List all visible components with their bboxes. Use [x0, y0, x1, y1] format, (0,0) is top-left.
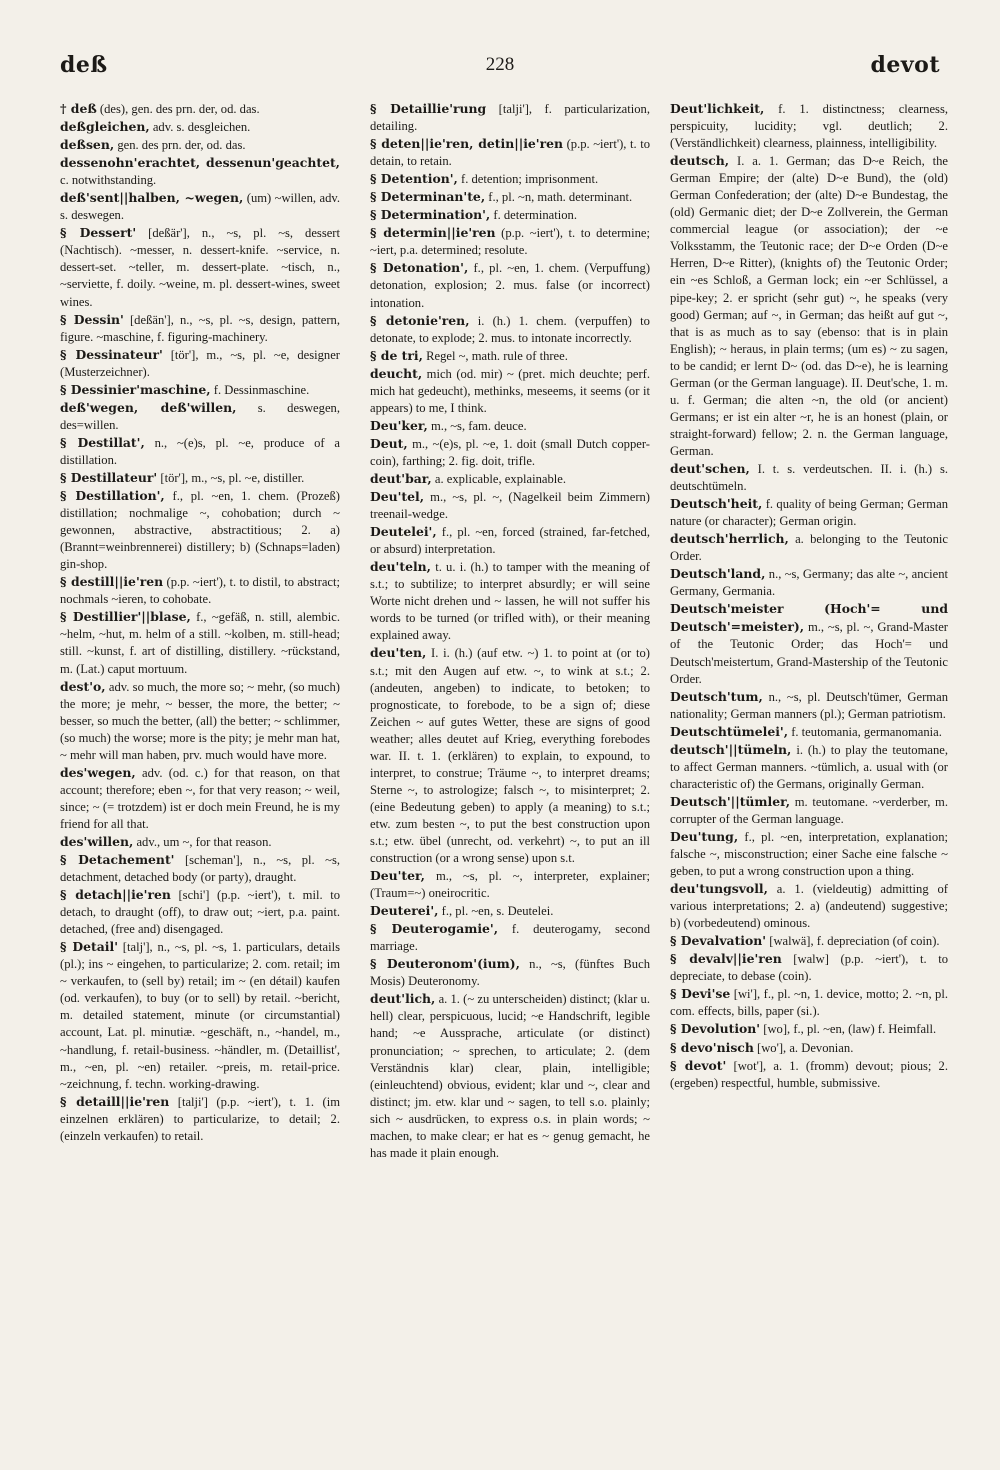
entry-definition: f. determination. — [493, 208, 577, 223]
dictionary-entry — [370, 135, 650, 170]
entry-headword: deßgleichen, — [60, 119, 150, 135]
dictionary-entry — [670, 950, 948, 985]
dictionary-entry — [60, 886, 340, 938]
dictionary-entry — [670, 495, 948, 530]
entry-headword: § devot' — [670, 1057, 727, 1073]
entry-definition: I. t. s. verdeutschen. II. i. (h.) s. deutschtümeln. — [670, 461, 948, 494]
entry-definition: (p.p. ~iert'), t. to determine; ~iert, p.a. determined; resolute. — [370, 226, 650, 258]
entry-headword: § deten||ie'ren, detin||ie'ren — [370, 136, 564, 152]
entry-headword: Deutelei', — [370, 524, 437, 540]
dictionary-entry — [60, 764, 340, 833]
entry-definition: a. belonging to the Teutonic Order. — [670, 532, 948, 564]
dictionary-entry — [60, 136, 340, 154]
entry-headword: deßsen, — [60, 137, 115, 153]
entry-headword: § Devalvation' — [670, 933, 767, 949]
entry-definition: n., ~(e)s, pl. ~e, produce of a distillation. — [60, 435, 340, 467]
entry-definition: f. quality of being German; German nature (or character); German origin. — [670, 497, 948, 529]
entry-definition: [walwä], f. depreciation (of coin). — [769, 934, 940, 949]
entry-headword: § determin||ie'ren — [370, 225, 496, 241]
entry-headword: § Dessinier'maschine, — [60, 381, 211, 397]
dictionary-entry — [370, 955, 650, 990]
entry-definition: I. a. 1. German; das D~e Reich, the German Empire; der (alte) D~e Bund), the (old) German Confederation; der (alte) D~e Bundestag, the (old) Germanic diet; der D~e Zollverein, the German commercial league (or association); der ~e Volksstamm, the Teutonic race; der D~e Orden (D~e Herren, D~e Ritter), (knights of) the Teutonic Order; ein ~es Schloß, a German lock; ein ~er Schlüssel, a pipe-key; 2. er spricht (sehr gut) ~, he speaks (very good) German; auf ~, in German; das heißt auf gut ~, that is as much as to say (ebenso: that is in plain English); ~ heraus, in plain terms; (um es) ~ zu sagen, to be candid; er lernt D~ (od. das D~e), he is learning German (or the German language). II. Deut'sche, 1. m. u. f. German; die alten ~n, the old (or ancient) Germans; er ist ein alter ~r, he is an honest (plain, or straight-forward) fellow; 2. n. the German language, German. — [670, 154, 948, 458]
dictionary-entry — [370, 417, 650, 435]
dictionary-entry — [670, 723, 948, 741]
dictionary-entry — [370, 523, 650, 558]
entry-headword: § destill||ie'ren — [60, 574, 164, 590]
entry-definition: c. notwithstanding. — [60, 173, 157, 188]
dictionary-entry — [670, 100, 948, 152]
entry-definition: adv. so much, the more so; ~ mehr, (so much) the more; je mehr, ~ besser, the more, the better; ~ besser, so much the better, (all) the better; ~ schlimmer, (so much) the worse; more is the pity; je mehr man hat, ~ mehr will man haben, prv. much would have more. — [60, 679, 340, 762]
entry-definition: m., ~s, fam. deuce. — [431, 418, 527, 433]
dictionary-entry — [60, 608, 340, 677]
dictionary-entry — [370, 902, 650, 920]
dictionary-entry — [670, 1039, 948, 1057]
dictionary-entry — [370, 188, 650, 206]
dictionary-entry — [60, 311, 340, 346]
dictionary-entry — [370, 259, 650, 311]
dictionary-entry — [670, 741, 948, 793]
entry-headword: § Detaillie'rung — [370, 101, 487, 116]
dictionary-entry — [370, 100, 650, 135]
entry-definition: f., ~gefäß, n. still, alembic. ~helm, ~hut, m. helm of a still. ~kolben, m. still-head; still. ~kunst, f. art of distilling, distillery. ~rückstand, m. (Lat.) caput mortuum. — [60, 610, 340, 676]
entry-definition: f. teutomania, germanomania. — [791, 724, 942, 739]
dictionary-entry — [60, 833, 340, 851]
entry-headword: dessenohn'erachtet, dessenun'geachtet, — [60, 155, 340, 171]
entry-definition: adv. s. desgleichen. — [152, 120, 251, 135]
entry-definition: a. explicable, explainable. — [434, 471, 566, 486]
entry-headword: § Determinan'te, — [370, 189, 486, 205]
entry-headword: § Detail' — [60, 939, 119, 955]
dictionary-entry — [60, 100, 340, 118]
page-number: 228 — [485, 54, 515, 75]
entry-definition: n., ~s, Germany; das alte ~, ancient Germany, Germania. — [670, 567, 948, 599]
dictionary-entry — [370, 347, 650, 365]
dictionary-entry — [370, 990, 650, 1161]
dictionary-entry — [670, 688, 948, 723]
entry-headword: § detach||ie'ren — [60, 887, 171, 903]
dictionary-entry — [670, 828, 948, 880]
entry-definition: [wo], f., pl. ~en, (law) f. Heimfall. — [763, 1022, 937, 1037]
entry-headword: Deu'ker, — [370, 417, 428, 433]
column-1 — [60, 100, 340, 1145]
dictionary-entry — [60, 487, 340, 573]
entry-definition: m. teutomane. ~verderber, m. corrupter of the German language. — [670, 794, 948, 826]
entry-headword: § Determination', — [370, 207, 491, 223]
entry-definition: [talj'], n., ~s, pl. ~s, 1. particulars, details (pl.); ins ~ eingehen, to particularize; 2. com. retail; im ~ verkaufen, to (sell by) retail; im ~ (en détail) kaufen (od. verkaufen), to buy (or to sell) by retail. ~bericht, m. detailed statement, minute (or circumstantial) account, Lat. pl. minutiæ. ~geschäft, n., ~handel, m., ~handlung, f. retail-business. ~händler, m. (Detaillist', m., ~en, pl. ~en) retailer. ~preis, m. retail-price. ~zeichnung, f. techn. working-drawing. — [60, 940, 340, 1091]
dictionary-entry — [370, 470, 650, 488]
dictionary-entry — [60, 399, 340, 434]
dictionary-entry — [370, 488, 650, 523]
entry-headword: deucht, — [370, 365, 423, 381]
dictionary-entry — [60, 224, 340, 310]
entry-definition: f., pl. ~en, forced (strained, far-fetched, or absurd) interpretation. — [370, 525, 650, 557]
entry-definition: (des), gen. des prn. der, od. das. — [99, 102, 260, 116]
dictionary-entry — [60, 573, 340, 608]
entry-headword: deut'schen, — [670, 460, 750, 476]
dictionary-entry — [60, 851, 340, 886]
dictionary-entry — [370, 867, 650, 902]
entry-headword: § Deuteronom'(ium), — [370, 956, 520, 972]
entry-definition: f., pl. ~en, s. Deutelei. — [441, 904, 554, 919]
dictionary-entry — [670, 1020, 948, 1038]
entry-definition: f. detention; imprisonment. — [461, 172, 599, 187]
entry-headword: § devo'nisch — [670, 1039, 754, 1055]
entry-headword: § Destillier'||blase, — [60, 609, 191, 625]
entry-headword: § Detention', — [370, 171, 458, 187]
dictionary-entry — [370, 644, 650, 867]
entry-definition: [deßän'], n., ~s, pl. ~s, design, pattern, figure. ~maschine, f. figuring-machinery. — [60, 312, 340, 344]
entry-definition: i. (h.) 1. chem. (verpuffen) to detonate, to explode; 2. mus. to intonate incorrectly. — [370, 313, 650, 345]
dictionary-entry — [60, 118, 340, 136]
entry-definition: [walw] (p.p. ~iert'), t. to depreciate, to debase (coin). — [670, 952, 948, 984]
entry-definition: m., ~s, pl. ~, Grand-Master of the Teutonic Order; das Hoch'= und Deutsch'meistertum, Grand-Mastership of the Teutonic Order. — [670, 620, 948, 686]
entry-headword: § detaill||ie'ren — [60, 1093, 170, 1109]
entry-headword: Deu'tung, — [670, 828, 739, 844]
entry-headword: § de tri, — [370, 347, 423, 363]
entry-headword: Deu'tel, — [370, 489, 425, 505]
entry-headword: § devalv||ie'ren — [670, 951, 782, 967]
dictionary-entry — [60, 434, 340, 469]
entry-definition: [deßär'], n., ~s, pl. ~s, dessert (Nachtisch). ~messer, n. dessert-knife. ~service, n. dessert-set. ~teller, m. dessert-plate. ~tisch, n., ~serviette, f. doily. ~weine, m. pl. dessert-wines, sweet wines. — [60, 226, 341, 309]
entry-definition: f., pl. ~en, 1. chem. (Prozeß) distillation; nochmalige ~, cohobation; durch ~ gewonnen, abstractive, abstractitious; 2. a) (Brannt=weinbrennerei) distillery; b) (Schnaps=laden) gin-shop. — [60, 489, 340, 572]
dictionary-entry — [60, 381, 340, 399]
entry-definition: m., ~(e)s, pl. ~e, 1. doit (small Dutch copper-coin), farthing; 2. fig. doit, trifle. — [370, 436, 650, 468]
entry-headword: § Devi'se — [670, 986, 731, 1002]
dictionary-entry — [670, 793, 948, 828]
entry-headword: des'willen, — [60, 833, 134, 849]
entry-definition: [schi'] (p.p. ~iert'), t. mil. to detach, to draught (off), to draw out; ~iert, p.a. paint. detached, (free and) disengaged. — [60, 888, 340, 937]
entry-definition: a. 1. (vieldeutig) admitting of various interpretations; 2. a) (andeutend) suggestive; b) (vorbedeutend) ominous. — [670, 882, 948, 931]
entry-headword: § Detonation', — [370, 260, 469, 276]
entry-headword: § Devolution' — [670, 1021, 761, 1037]
entry-headword: Deut, — [370, 435, 408, 451]
entry-definition: adv., um ~, for that reason. — [136, 834, 272, 849]
entry-definition: [wo'], a. Devonian. — [757, 1040, 854, 1055]
entry-definition: f., pl. ~en, 1. chem. (Verpuffung) detonation, explosion; 2. mus. false (or incorrect) intonation. — [370, 261, 651, 310]
entry-definition: f. deuterogamy, second marriage. — [370, 922, 650, 954]
entry-definition: gen. des prn. der, od. das. — [117, 138, 246, 153]
entry-definition: (um) ~willen, adv. s. deswegen. — [60, 191, 340, 223]
dictionary-entry — [60, 154, 340, 189]
entry-definition: [wi'], f., pl. ~n, 1. device, motto; 2. ~n, pl. com. effects, bills, paper (si.). — [670, 987, 948, 1019]
entry-headword: deß'sent||halben, ~wegen, — [60, 190, 244, 206]
entry-headword: § Dessert' — [60, 225, 137, 241]
entry-headword: § Destillateur' — [60, 469, 158, 485]
dictionary-entry — [670, 152, 948, 460]
entry-definition: [scheman'], n., ~s, pl. ~s, detachment, detached body (or party), draught. — [60, 853, 340, 885]
entry-definition: a. 1. (~ zu unterscheiden) distinct; (klar u. hell) clear, perspicuous, lucid; ~e Handschrift, legible hand; ~e Aussprache, articulate (or distinct) pronunciation; ~ sprechen, to articulate; 2. (dem Verständnis klar) clear, plain, intelligible; (einleuchtend) obvious, evident; klar und ~, clear and distinct; jm. etw. klar und ~ sagen, to tell s.o. plainly; sich ~ ausdrücken, to express o.s. in plain words; ~ machen, to make clear; er hat es ~ genug gemacht, he has made it plain enough. — [370, 992, 650, 1160]
right-running-headword: devot — [870, 52, 940, 78]
entry-definition: Regel ~, math. rule of three. — [426, 348, 568, 363]
entry-headword: Deutsch'land, — [670, 566, 766, 582]
left-running-headword: deß — [60, 52, 108, 78]
dictionary-entry — [370, 224, 650, 259]
entry-headword: Deutsch'tum, — [670, 688, 763, 704]
entry-definition: [wot'], a. 1. (fromm) devout; pious; 2. (ergeben) respectful, humble, submissive. — [670, 1058, 948, 1090]
entry-headword: deutsch'herrlich, — [670, 531, 789, 547]
entry-definition: [talji'] (p.p. ~iert'), t. 1. (im einzelnen erklären) to particularize, to detail; 2. (einzeln verkaufen) to retail. — [60, 1094, 340, 1143]
entry-headword: Deutsch'heit, — [670, 496, 763, 512]
entry-headword: § Dessinateur' — [60, 346, 163, 362]
dictionary-entry — [670, 932, 948, 950]
dictionary-entry — [370, 558, 650, 644]
column-3 — [670, 100, 948, 1092]
entry-headword: deut'lich, — [370, 991, 436, 1007]
entry-definition: n., ~s, pl. Deutsch'tümer, German nationality; German manners (pl.); German patriotism. — [670, 689, 948, 721]
entry-headword: § detonie'ren, — [370, 312, 470, 328]
dictionary-entry — [670, 565, 948, 600]
entry-headword: Deutschtümelei', — [670, 723, 789, 739]
entry-headword: deu'tungsvoll, — [670, 881, 768, 897]
dictionary-entry — [370, 365, 650, 417]
dictionary-entry — [370, 312, 650, 347]
column-2 — [370, 100, 650, 1162]
entry-definition: [talji'], f. particularization, detailing. — [370, 102, 650, 134]
entry-definition: (p.p. ~iert'), t. to distil, to abstract; nochmals ~ieren, to cohobate. — [60, 575, 340, 607]
entry-definition: s. deswegen, des=willen. — [60, 400, 340, 432]
entry-definition: f. 1. distinctness; clearness, perspicuity, lucidity; vgl. deutlich; 2. (Verständlichkeit) clearness, plainness, intelligibility. — [670, 102, 948, 151]
entry-definition: f. Dessinmaschine. — [213, 382, 310, 397]
entry-definition: [tör'], m., ~s, pl. ~e, distiller. — [160, 470, 305, 485]
entry-headword: Deutsch'||tümler, — [670, 793, 791, 809]
entry-definition: [tör'], m., ~s, pl. ~e, designer (Musterzeichner). — [60, 347, 341, 379]
entry-definition: f., pl. ~en, interpretation, explanation; falsche ~, misconstruction; einer Sache eine falsche ~ geben, to put a wrong construction upon a thing. — [670, 829, 948, 879]
entry-definition: m., ~s, pl. ~, (Nagelkeil beim Zimmern) treenail-wedge. — [370, 490, 651, 522]
entry-definition: t. u. i. (h.) to tamper with the meaning of s.t.; to subtilize; to interpret absurdly; er will seine Worte nicht drehen und ~ lassen, he will not suffer his words to be turned (or trifled with), or their meaning explained away. — [370, 560, 650, 643]
entry-headword: deut'bar, — [370, 470, 432, 486]
entry-headword: § Destillat', — [60, 434, 145, 450]
dictionary-entry — [670, 880, 948, 932]
entry-headword: § Destillation', — [60, 488, 165, 504]
entry-headword: dest'o, — [60, 678, 106, 694]
dictionary-entry — [670, 530, 948, 565]
entry-headword: Deu'ter, — [370, 868, 425, 884]
entry-definition: adv. (od. c.) for that reason, on that account; therefore; eben ~, for that very reason; ~ weil, since; ~ (= trotzdem) ist er doch mein Freund, he is my friend for all that. — [60, 765, 341, 831]
entry-definition: m., ~s, pl. ~, interpreter, explainer; (Traum=~) oneirocritic. — [370, 869, 650, 901]
dictionary-entry — [60, 678, 340, 764]
dictionary-entry — [370, 435, 650, 470]
dictionary-entry — [670, 600, 948, 687]
dictionary-entry — [60, 346, 340, 381]
entry-headword: deu'teln, — [370, 559, 431, 575]
entry-definition: mich (od. mir) ~ (pret. mich deuchte; perf. mich hat gedeucht), methinks, meseems, it seems (or it appears) to me, I think. — [370, 366, 650, 415]
entry-definition: f., pl. ~n, math. determinant. — [488, 190, 633, 205]
entry-headword: † deß — [60, 101, 97, 116]
entry-definition: (p.p. ~iert'), t. to detain, to retain. — [370, 137, 650, 169]
dictionary-entry — [370, 920, 650, 955]
entry-headword: deutsch'||tümeln, — [670, 741, 792, 757]
entry-headword: § Detachement' — [60, 852, 175, 868]
entry-definition: n., ~s, (fünftes Buch Mosis) Deuteronomy. — [370, 957, 650, 989]
entry-headword: des'wegen, — [60, 764, 136, 780]
entry-headword: Deuterei', — [370, 903, 439, 919]
dictionary-entry — [370, 206, 650, 224]
entry-headword: Deut'lichkeit, — [670, 101, 765, 116]
entry-definition: I. i. (h.) (auf etw. ~) 1. to point at (or to) s.t.; mit den Augen auf etw. ~, to wink at s.t.; 2. (andeuten, angeben) to indicate, to betoken; to prognosticate, to forebode, to be a sign of; diese Zeichen ~ auf gutes Wetter, these are signs of good weather; alles deutet auf Krieg, everything forebodes war. II. t. 1. (erklären) to explain, to expound, to interpret, to construe; Träume ~, to interpret dreams; Sterne ~, to astrologize; falsch ~, to misinterpret; 2. (eine Bedeutung geben) to apply (a meaning) to s.t.; etw. zum besten ~, to put the best construction upon s.t.; etw. übel (unrecht, od. verkehrt) ~, to put an ill construction (or a wrong sense) upon s.t. — [370, 646, 650, 866]
page-header — [60, 52, 940, 88]
dictionary-entry — [60, 189, 340, 224]
dictionary-entry — [670, 1057, 948, 1092]
entry-headword: deutsch, — [670, 153, 730, 169]
dictionary-entry — [60, 469, 340, 487]
entry-definition: i. (h.) to play the teutomane, to affect German manners. ~tümlich, a. usual with (or characteristic of) the Germans, originally German. — [670, 742, 948, 791]
entry-headword: deß'wegen, deß'willen, — [60, 399, 237, 415]
dictionary-entry — [370, 170, 650, 188]
entry-headword: § Dessin' — [60, 311, 124, 327]
dictionary-entry — [60, 1093, 340, 1145]
entry-headword: deu'ten, — [370, 645, 427, 661]
entry-headword: Deutsch'meister (Hoch'= und Deutsch'=meister), — [670, 601, 948, 635]
dictionary-entry — [60, 938, 340, 1092]
dictionary-entry — [670, 985, 948, 1020]
dictionary-entry — [670, 460, 948, 495]
entry-headword: § Deuterogamie', — [370, 921, 499, 937]
